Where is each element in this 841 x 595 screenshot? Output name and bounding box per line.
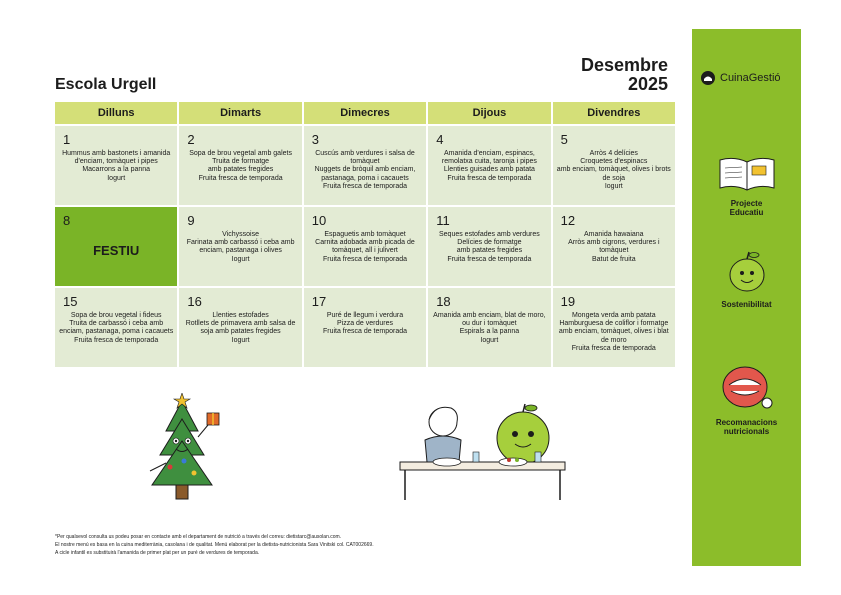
menu-dish: Fruita fresca de temporada: [447, 174, 532, 182]
day-menu: [308, 231, 422, 264]
day-number: 10: [311, 213, 327, 228]
sidebar: [692, 29, 801, 566]
menu-dish: Seques estofades amb verdures: [438, 231, 540, 238]
day-number: 11: [436, 213, 450, 228]
day-number: 12: [560, 213, 576, 228]
day-menu: [183, 312, 297, 345]
menu-dish: Macarrons a la panna: [82, 166, 151, 174]
menu-dish: Truita de formatge: [212, 158, 270, 166]
menu-dish: Amanida hawaiana: [584, 231, 644, 238]
weekday-header-cell: Dijous: [428, 102, 550, 124]
menu-dish: Amanida d'enciam, espinacs, remolatxa cuita, taronja i pipes: [441, 150, 537, 166]
day-number: 9: [187, 213, 195, 228]
menu-dish: Delícies de formatge: [457, 239, 522, 247]
calendar-week-row: [55, 207, 675, 286]
sidebar-item-projecte-educatiu[interactable]: [692, 154, 801, 217]
menu-dish: Iogurt: [604, 182, 623, 190]
menu-dish: Llenties estofades: [212, 312, 269, 319]
sidebar-item-label: Recomanacions nutricionals: [715, 418, 778, 436]
chef-hat-icon: [700, 70, 716, 86]
weekday-header-cell: Dimecres: [304, 102, 426, 124]
day-number: 5: [560, 132, 568, 147]
menu-dish: Arròs 4 delícies: [589, 150, 638, 157]
menu-dish: Iogurt: [107, 174, 126, 182]
menu-dish: Puré de llegum i verdura: [326, 312, 404, 319]
day-number: 3: [311, 132, 320, 147]
day-menu: [183, 150, 297, 183]
month-title: [560, 56, 668, 94]
menu-dish: Iogurt: [231, 336, 250, 344]
day-cell: [428, 207, 550, 286]
day-cell: [55, 207, 177, 286]
menu-dish: Rotllets de primavera amb salsa de soja amb patates fregides: [185, 320, 296, 336]
menu-dish: Amanida amb enciam, blat de moro, ou dur i tomàquet: [433, 312, 546, 328]
day-number: 1: [63, 132, 71, 147]
weekday-header-cell: Dilluns: [55, 102, 177, 124]
weekday-header-cell: Dimarts: [179, 102, 301, 124]
footer-notes: [55, 533, 374, 557]
calendar-week-row: [55, 126, 675, 205]
menu-dish: Espirals a la panna: [459, 328, 520, 336]
day-number: 8: [63, 213, 71, 228]
day-menu: [557, 231, 671, 264]
kid-and-apple-table-illustration: [395, 400, 570, 505]
menu-dish: Sopa de brou vegetal i fideus: [70, 312, 162, 319]
menu-dish: Cuscús amb verdures i salsa de tomàquet: [315, 150, 415, 166]
day-cell: [553, 288, 675, 367]
calendar-week-row: [55, 288, 675, 367]
day-menu: [308, 150, 422, 191]
day-cell: [553, 126, 675, 205]
sidebar-item-sostenibilitat[interactable]: [692, 249, 801, 309]
day-menu: [59, 150, 173, 183]
weekday-header-cell: Divendres: [553, 102, 675, 124]
menu-dish: Fruita fresca de temporada: [322, 328, 408, 336]
day-cell: [428, 126, 550, 205]
day-number: 17: [311, 294, 327, 309]
day-menu: [432, 312, 546, 345]
day-menu: [59, 312, 173, 345]
day-number: 2: [187, 132, 195, 147]
day-menu: [308, 312, 422, 337]
menu-dish: Hamburguesa de coliflor i formatge amb enciam, tomàquet, olives i blat de moro: [558, 320, 669, 344]
day-cell: [553, 207, 675, 286]
menu-dish: Sopa de brou vegetal amb galets: [189, 150, 292, 157]
christmas-tree-illustration: [140, 393, 230, 508]
school-name: Escola Urgell: [55, 76, 157, 93]
sidebar-item-label: Sostenibilitat: [721, 300, 772, 309]
footer-note: A cicle infantil es substituirà l'amanida de primer plat per un puré de verdures de temporada.: [55, 550, 260, 556]
menu-dish: amb patates fregides: [207, 166, 274, 174]
calendar-weeks: [55, 126, 675, 367]
day-cell: [304, 207, 426, 286]
menu-dish: Iogurt: [231, 255, 250, 263]
menu-dish: Iogurt: [480, 336, 499, 344]
day-menu: [432, 150, 546, 183]
menu-dish: Carnita adobada amb picada de tomàquet, all i julivert: [315, 239, 415, 255]
menu-dish: Fruita fresca de temporada: [571, 344, 656, 352]
day-menu: [183, 231, 297, 264]
menu-dish: Fruita fresca de temporada: [74, 336, 159, 344]
day-cell: [55, 126, 177, 205]
menu-dish: Nuggets de bròquil amb enciam, pastanaga, poma i cacauets: [314, 166, 416, 182]
day-cell: [428, 288, 550, 367]
menu-dish: Hummus amb bastonets i amanida d'enciam, tomàquet i pipes: [62, 150, 171, 166]
menu-dish: Fruita fresca de temporada: [322, 255, 408, 263]
mouth-icon: [717, 359, 777, 413]
menu-dish: Farinata amb carbassó i ceba amb enciam, pastanaga i olives: [186, 239, 295, 255]
weekday-header: [55, 102, 675, 124]
menu-dish: Fruita fresca de temporada: [447, 255, 532, 263]
footer-note: El nostre menú es basa en la cuina mediterrània, casolana i de qualitat. Menú elaborat per la dietista-nutricionista Sara Vinitski col. CAT002669.: [55, 542, 374, 548]
day-cell: [55, 288, 177, 367]
cuinagestio-logo: [700, 70, 781, 86]
day-number: 4: [436, 132, 444, 147]
day-cell: [179, 207, 301, 286]
day-cell: [179, 126, 301, 205]
sidebar-item-label: Projecte Educatiu: [729, 199, 764, 217]
menu-dish: amb patates fregides: [456, 247, 523, 255]
sidebar-item-recomanacions-nutricionals[interactable]: [692, 359, 801, 436]
menu-dish: Mongeta verda amb patata: [571, 312, 656, 319]
day-menu: [557, 150, 671, 191]
day-cell: [179, 288, 301, 367]
menu-dish: Croquetes d'espinacs: [580, 158, 648, 166]
day-cell: [304, 288, 426, 367]
day-number: 15: [63, 294, 78, 309]
holiday-label: FESTIU: [93, 243, 140, 258]
menu-calendar: [55, 102, 675, 367]
day-number: 18: [436, 294, 451, 309]
menu-dish: amb enciam, tomàquet, olives i brots de soja: [556, 166, 671, 182]
apple-character-icon: [722, 249, 772, 295]
logo-text: CuinaGestió: [720, 72, 781, 84]
menu-dish: Arròs amb cigrons, verdures i tomàquet: [568, 239, 660, 255]
day-cell: [304, 126, 426, 205]
day-number: 16: [187, 294, 202, 309]
year-label: 2025: [627, 74, 668, 94]
day-menu: [432, 231, 546, 264]
menu-dish: Vichyssoise: [222, 231, 260, 238]
day-menu: [557, 312, 671, 353]
menu-dish: Llenties guisades amb patata: [443, 166, 535, 174]
menu-dish: Fruita fresca de temporada: [322, 182, 408, 190]
menu-dish: Truita de carbassó i ceba amb enciam, pastanaga, poma i cacauets: [59, 320, 174, 336]
menu-dish: Fruita fresca de temporada: [198, 174, 283, 182]
month-label: Desembre: [580, 55, 668, 75]
menu-dish: Pizza de verdures: [336, 320, 393, 328]
book-icon: [712, 154, 782, 194]
menu-dish: Espaguetis amb tomàquet: [324, 231, 406, 238]
day-number: 19: [560, 294, 576, 309]
menu-dish: Batut de fruita: [592, 255, 636, 263]
footer-note: *Per qualsevol consulta us podeu posar en contacte amb el departament de nutrició a través del correu: dietistarc@ausolan.com.: [55, 534, 342, 540]
